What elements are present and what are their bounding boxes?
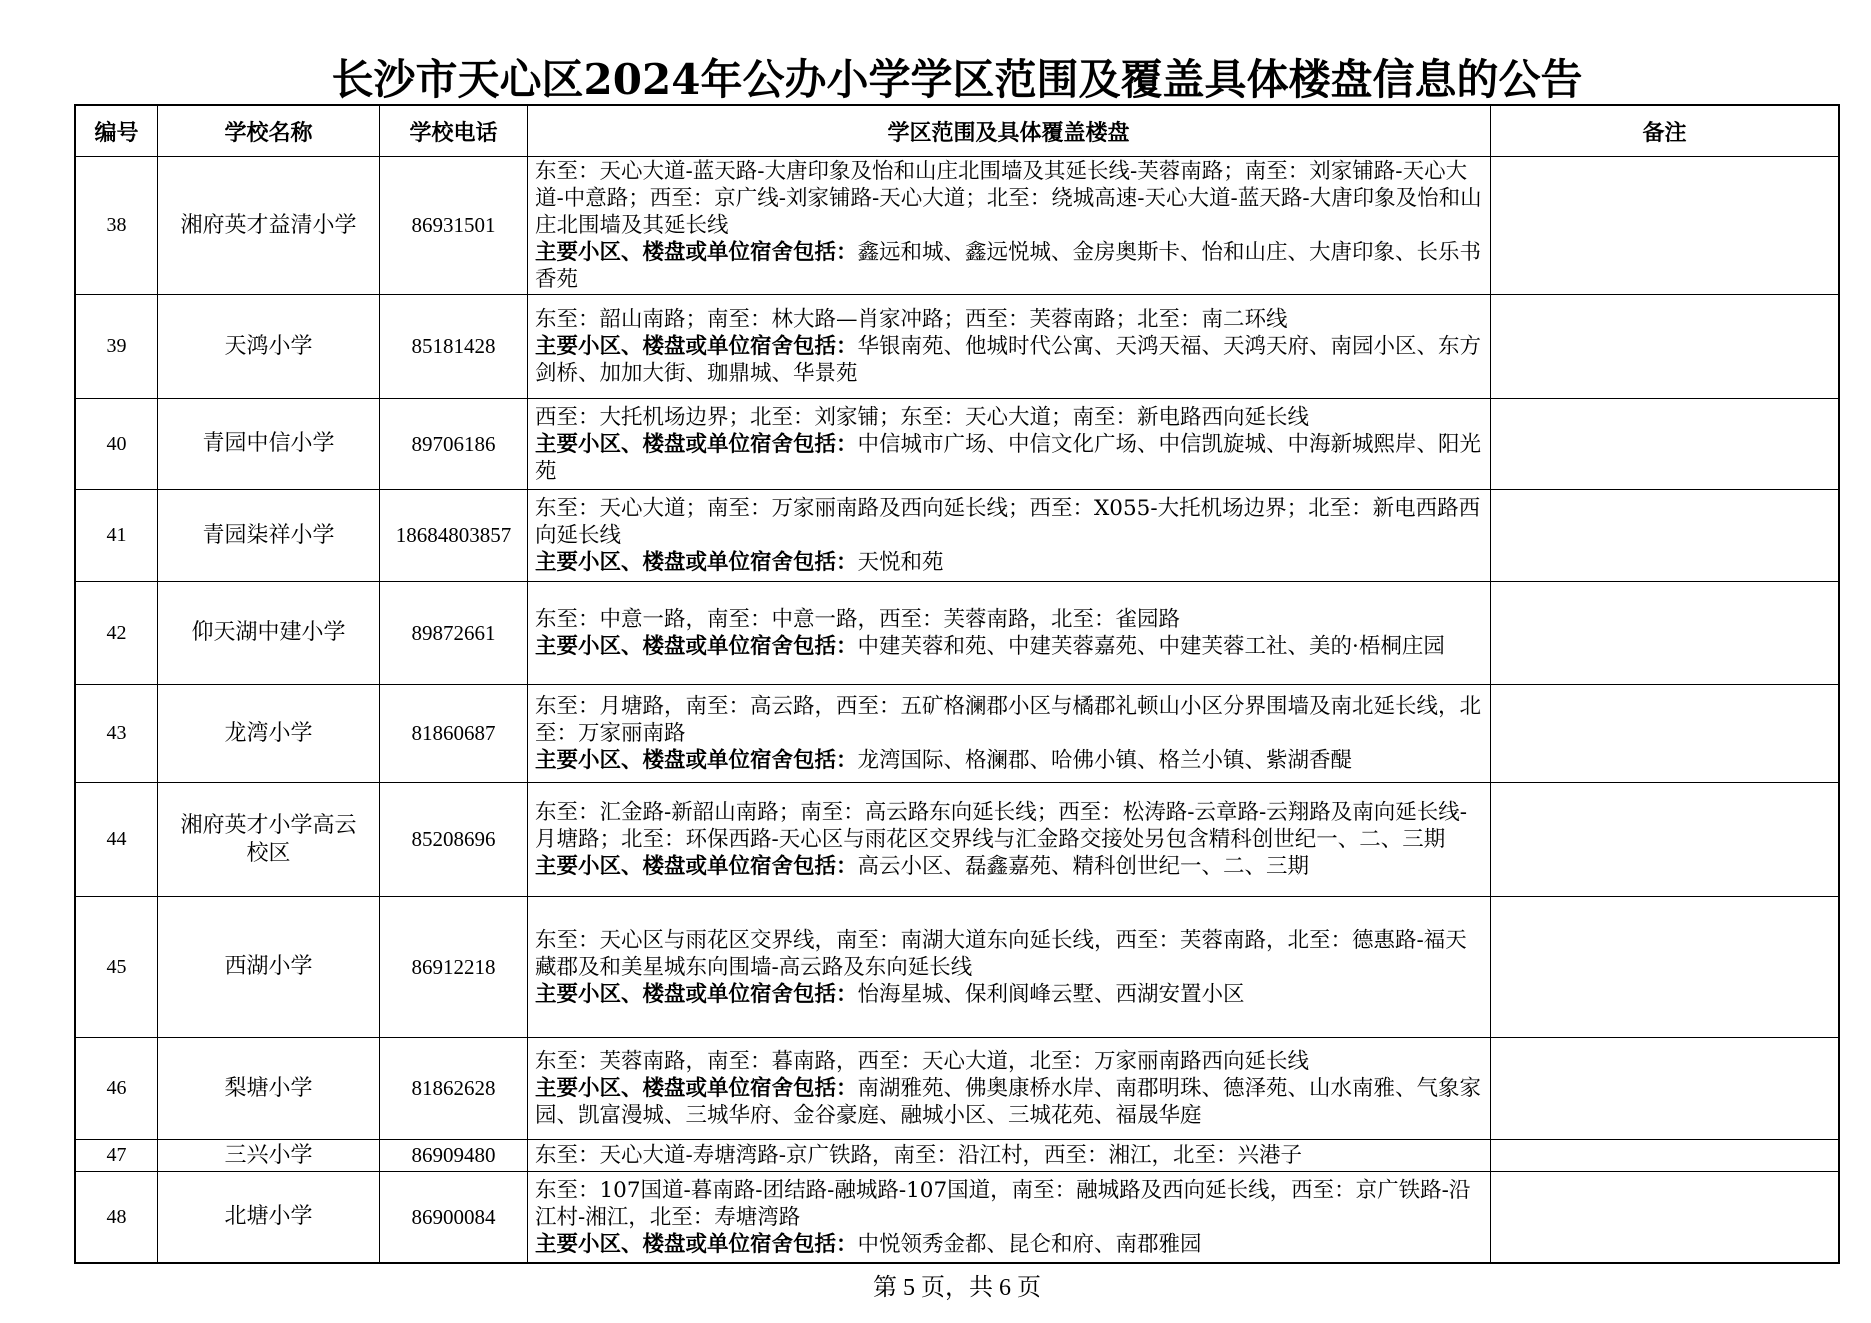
- table-row: [76, 783, 1838, 897]
- cell-school-name: [158, 1038, 380, 1139]
- covered-estates: [535, 239, 1482, 293]
- school-phone: 89872661: [411, 620, 496, 645]
- cell-school-name: [158, 1172, 380, 1262]
- school-name: 湘府英才益清小学: [180, 212, 357, 238]
- cell-school-phone: [380, 783, 528, 896]
- covered-estates-label: 主要小区、楼盘或单位宿舍包括：: [535, 748, 858, 773]
- covered-estates: [535, 431, 1482, 485]
- cell-number: [76, 1172, 158, 1262]
- covered-estates-label: 主要小区、楼盘或单位宿舍包括：: [535, 240, 858, 265]
- school-phone: 86909480: [411, 1143, 496, 1167]
- covered-estates-list: 南湖雅苑、佛奥康桥水岸、南郡明珠、德泽苑、山水南雅、气象家园、凯富漫城、三城华府、金谷豪庭、融城小区、三城花苑、福晟华庭: [535, 1076, 1482, 1128]
- table-row: [76, 1172, 1838, 1262]
- school-name: 三兴小学: [224, 1142, 313, 1168]
- page-number-footer: 第 5 页，共 6 页: [873, 1275, 1041, 1301]
- cell-school-name: [158, 399, 380, 489]
- cell-school-name: [158, 490, 380, 581]
- cell-district-range: [528, 490, 1491, 581]
- school-name: 湘府英才小学高云校区: [180, 812, 357, 866]
- cell-district-range: [528, 1140, 1491, 1171]
- cell-school-phone: [380, 685, 528, 782]
- school-name: 西湖小学: [224, 954, 313, 979]
- school-number: 48: [106, 1205, 127, 1228]
- cell-district-range: [528, 685, 1491, 782]
- table-row: [76, 490, 1838, 582]
- school-phone: 81862628: [411, 1076, 496, 1100]
- cell-number: [76, 1038, 158, 1139]
- covered-estates: [535, 747, 1482, 774]
- cell-remarks: [1491, 897, 1838, 1037]
- school-name: 天鸿小学: [224, 333, 313, 359]
- school-phone: 86931501: [411, 213, 496, 237]
- cell-district-range: [528, 897, 1491, 1037]
- cell-district-range: [528, 783, 1491, 896]
- school-number: 38: [106, 214, 127, 236]
- school-district-table: [74, 104, 1840, 1264]
- table-row: [76, 295, 1838, 399]
- cell-school-phone: [380, 399, 528, 489]
- cell-number: [76, 1140, 158, 1171]
- cell-number: [76, 685, 158, 782]
- covered-estates-label: 主要小区、楼盘或单位宿舍包括：: [535, 431, 858, 457]
- covered-estates-label: 主要小区、楼盘或单位宿舍包括：: [535, 1076, 858, 1101]
- cell-district-range: [528, 295, 1491, 398]
- cell-remarks: [1491, 399, 1838, 489]
- header-remarks: 备注: [1642, 120, 1687, 146]
- cell-school-name: [158, 685, 380, 782]
- school-name: 青园柒祥小学: [202, 522, 335, 548]
- cell-number: [76, 897, 158, 1037]
- school-number: 44: [106, 828, 127, 850]
- district-boundary-text: 东至：韶山南路；南至：林大路—肖家冲路；西至：芙蓉南路；北至：南二环线: [535, 307, 1288, 332]
- covered-estates-list: 华银南苑、他城时代公寓、天鸿天福、天鸿天府、南园小区、东方剑桥、加加大街、珈鼎城、华景苑: [535, 334, 1482, 386]
- school-number: 47: [106, 1144, 127, 1166]
- district-boundary-text: 东至：月塘路，南至：高云路，西至：五矿格澜郡小区与橘郡礼顿山小区分界围墙及南北延长线，北至：万家丽南路: [535, 694, 1482, 746]
- cell-school-phone: [380, 1172, 528, 1262]
- school-number: 43: [106, 722, 127, 744]
- school-phone: 86912218: [411, 954, 496, 979]
- school-phone: 81860687: [411, 721, 496, 745]
- cell-remarks: [1491, 1172, 1838, 1262]
- school-name: 青园中信小学: [202, 431, 335, 456]
- header-district-range: [528, 106, 1491, 156]
- covered-estates-list: 天悦和苑: [857, 550, 944, 575]
- covered-estates-label: 主要小区、楼盘或单位宿舍包括：: [535, 634, 858, 659]
- cell-school-name: [158, 897, 380, 1037]
- school-number: 39: [106, 335, 127, 357]
- covered-estates-label: 主要小区、楼盘或单位宿舍包括：: [535, 550, 858, 575]
- table-row: [76, 399, 1838, 490]
- document-title: 长沙市天心区2024年公办小学学区范围及覆盖具体楼盘信息的公告: [331, 55, 1583, 104]
- school-phone: 89706186: [411, 431, 496, 456]
- header-school-name: 学校名称: [158, 106, 380, 156]
- cell-school-phone: [380, 157, 528, 294]
- covered-estates-list: 怡海星城、保利阆峰云墅、西湖安置小区: [857, 981, 1245, 1007]
- cell-school-phone: [380, 1140, 528, 1171]
- cell-remarks: [1491, 295, 1838, 398]
- covered-estates: [535, 981, 1482, 1008]
- cell-district-range: [528, 582, 1491, 684]
- cell-school-phone: [380, 897, 528, 1037]
- cell-school-name: [158, 1140, 380, 1171]
- covered-estates-label: 主要小区、楼盘或单位宿舍包括：: [535, 854, 858, 879]
- cell-remarks: [1491, 490, 1838, 581]
- school-number: 41: [106, 524, 127, 546]
- covered-estates: [535, 549, 1482, 576]
- covered-estates-label: 主要小区、楼盘或单位宿舍包括：: [535, 981, 858, 1007]
- cell-school-name: [158, 783, 380, 896]
- cell-district-range: [528, 399, 1491, 489]
- district-boundary-text: 东至：天心大道-寿塘湾路-京广铁路，南至：沿江村，西至：湘江，北至：兴港子: [535, 1143, 1303, 1168]
- covered-estates: [535, 1075, 1482, 1129]
- covered-estates-label: 主要小区、楼盘或单位宿舍包括：: [535, 1231, 858, 1257]
- cell-remarks: [1491, 685, 1838, 782]
- cell-remarks: [1491, 157, 1838, 294]
- school-number: 45: [106, 955, 127, 978]
- table-row: [76, 1038, 1838, 1140]
- cell-remarks: [1491, 1038, 1838, 1139]
- covered-estates-list: 中建芙蓉和苑、中建芙蓉嘉苑、中建芙蓉工社、美的·梧桐庄园: [857, 634, 1445, 659]
- district-boundary-text: 东至：107国道-暮南路-团结路-融城路-107国道，南至：融城路及西向延长线，西至：京广铁路-沿江村-湘江，北至：寿塘湾路: [535, 1177, 1471, 1230]
- school-number: 42: [106, 621, 127, 644]
- cell-school-phone: [380, 582, 528, 684]
- district-boundary-text: 东至：中意一路，南至：中意一路，西至：芙蓉南路，北至：雀园路: [535, 607, 1181, 632]
- covered-estates: [535, 1231, 1482, 1258]
- table-header-row: [76, 106, 1838, 157]
- table-row: [76, 685, 1838, 783]
- school-name: 梨塘小学: [224, 1075, 313, 1101]
- school-name: 龙湾小学: [224, 720, 313, 746]
- covered-estates-list: 龙湾国际、格澜郡、哈佛小镇、格兰小镇、紫湖香醍: [857, 748, 1353, 773]
- covered-estates: [535, 853, 1482, 880]
- header-number: 编号: [76, 106, 158, 156]
- cell-remarks: [1491, 783, 1838, 896]
- cell-school-name: [158, 157, 380, 294]
- district-boundary-text: 东至：天心大道-蓝天路-大唐印象及怡和山庄北围墙及其延长线-芙蓉南路；南至：刘家铺路-天心大道-中意路；西至：京广线-刘家铺路-天心大道；北至：绕城高速-天心大道-蓝天路-大唐印象及怡和山庄北围墙及其延长线: [535, 159, 1482, 238]
- cell-number: [76, 582, 158, 684]
- cell-school-name: [158, 582, 380, 684]
- cell-school-phone: [380, 295, 528, 398]
- school-phone: 86900084: [411, 1204, 496, 1229]
- table-row: [76, 582, 1838, 685]
- cell-school-phone: [380, 490, 528, 581]
- covered-estates: [535, 333, 1482, 387]
- covered-estates-list: 高云小区、磊鑫嘉苑、精科创世纪一、二、三期: [857, 854, 1310, 879]
- school-name: 北塘小学: [224, 1204, 313, 1229]
- school-phone: 85208696: [411, 827, 496, 851]
- cell-district-range: [528, 157, 1491, 294]
- table-row: [76, 897, 1838, 1038]
- district-boundary-text: 东至：芙蓉南路，南至：暮南路，西至：天心大道，北至：万家丽南路西向延长线: [535, 1049, 1310, 1074]
- school-name: 仰天湖中建小学: [191, 620, 346, 645]
- table-row: [76, 1140, 1838, 1172]
- covered-estates-label: 主要小区、楼盘或单位宿舍包括：: [535, 334, 858, 359]
- cell-number: [76, 157, 158, 294]
- cell-number: [76, 490, 158, 581]
- school-phone: 18684803857: [395, 523, 512, 547]
- cell-school-phone: [380, 1038, 528, 1139]
- district-boundary-text: 东至：汇金路-新韶山南路；南至：高云路东向延长线；西至：松涛路-云章路-云翔路及南向延长线-月塘路；北至：环保西路-天心区与雨花区交界线与汇金路交接处另包含精科创世纪一、二、三期: [535, 800, 1468, 852]
- cell-district-range: [528, 1172, 1491, 1262]
- school-number: 46: [106, 1077, 127, 1099]
- table-row: [76, 157, 1838, 295]
- district-boundary-text: 东至：天心大道；南至：万家丽南路及西向延长线；西至：X055-大托机场边界；北至：新电西路西向延长线: [535, 496, 1481, 548]
- cell-remarks: [1491, 582, 1838, 684]
- cell-remarks: [1491, 1140, 1838, 1171]
- school-number: 40: [106, 432, 127, 455]
- school-phone: 85181428: [411, 334, 496, 358]
- district-boundary-text: 西至：大托机场边界；北至：刘家铺；东至：天心大道；南至：新电路西向延长线: [535, 404, 1310, 430]
- covered-estates-list: 中信城市广场、中信文化广场、中信凯旋城、中海新城熙岸、阳光苑: [535, 431, 1482, 484]
- covered-estates-list: 中悦领秀金都、昆仑和府、南郡雅园: [857, 1231, 1202, 1257]
- cell-district-range: [528, 1038, 1491, 1139]
- header-school-phone: 学校电话: [380, 106, 528, 156]
- cell-school-name: [158, 295, 380, 398]
- covered-estates: [535, 633, 1482, 660]
- covered-estates-list: 鑫远和城、鑫远悦城、金房奥斯卡、怡和山庄、大唐印象、长乐书香苑: [535, 240, 1482, 292]
- cell-number: [76, 399, 158, 489]
- cell-number: [76, 295, 158, 398]
- header-district-range-label: 学区范围及具体覆盖楼盘: [887, 120, 1130, 146]
- district-boundary-text: 东至：天心区与雨花区交界线，南至：南湖大道东向延长线，西至：芙蓉南路，北至：德惠路-福天藏郡及和美星城东向围墙-高云路及东向延长线: [535, 927, 1467, 980]
- cell-number: [76, 783, 158, 896]
